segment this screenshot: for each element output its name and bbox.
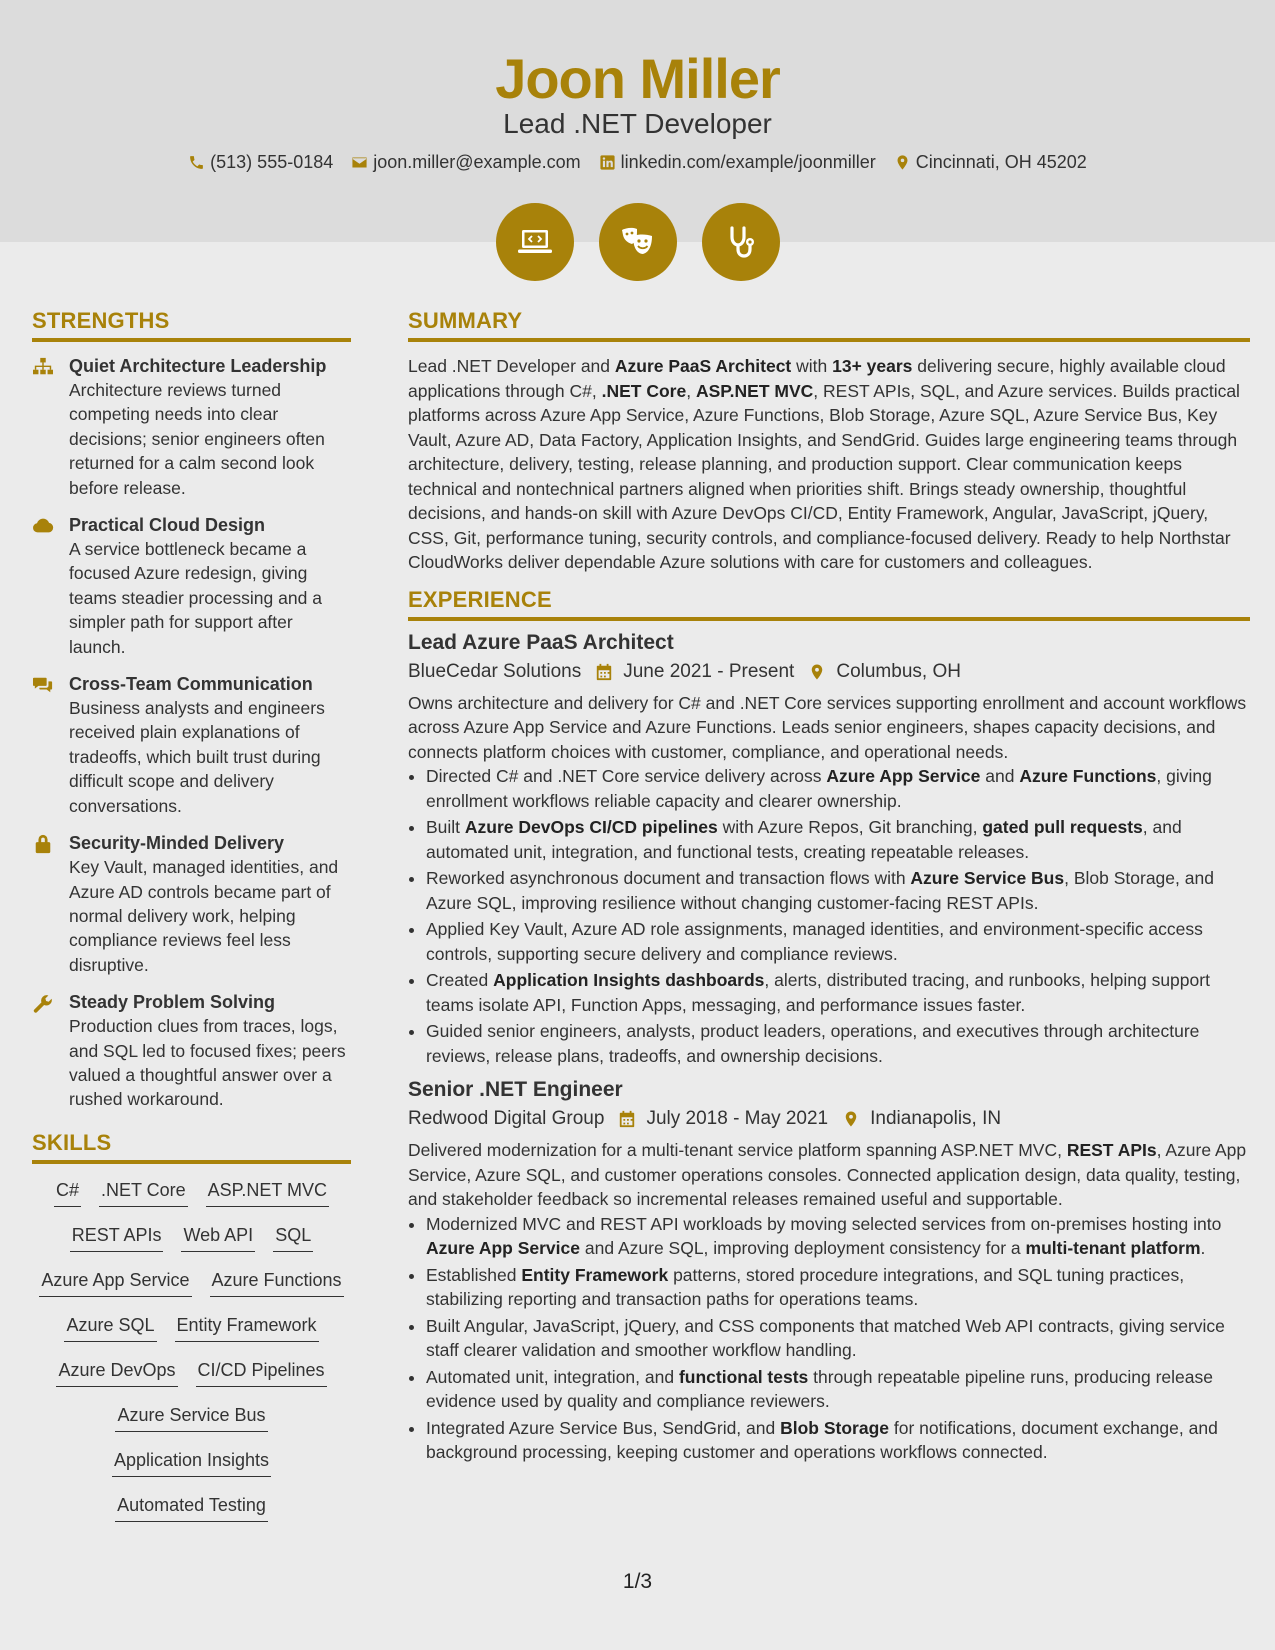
experience-list (408, 631, 1250, 1465)
map-marker-icon (894, 154, 911, 171)
text-run: Delivered modernization for a multi-tenant service platform spanning ASP.NET MVC, (408, 1140, 1067, 1160)
map-marker-icon (808, 662, 826, 682)
bold-text: Azure App Service (426, 1238, 580, 1258)
job-bullet (426, 917, 1250, 966)
strength-body (69, 990, 351, 1112)
text-run: delivering secure, highly available cloud applications through C#, (408, 356, 1226, 401)
job-bullet (426, 1263, 1250, 1312)
text-run: , and automated unit, integration, and functional tests, creating repeatable releases. (426, 817, 1182, 862)
text-run: Directed C# and .NET Core service delivery across (426, 766, 827, 786)
job-dates: July 2018 - May 2021 (646, 1108, 829, 1129)
text-run: for notifications, document exchange, and background processing, keeping customer and operations workflows connected. (426, 1417, 1218, 1462)
bold-text: 13+ years (832, 356, 913, 376)
strength-item (32, 672, 351, 818)
location-text: Cincinnati, OH 45202 (915, 152, 1087, 172)
strength-title: Cross-Team Communication (69, 674, 313, 695)
text-run: , giving enrollment workflows reliable capacity and clearer ownership. (426, 766, 1212, 811)
job-bullet (426, 764, 1250, 813)
right-column (408, 308, 1250, 1475)
skill-row (32, 1223, 351, 1268)
badge-stethoscope (702, 203, 780, 281)
lock-icon (32, 834, 54, 854)
skill-row (32, 1358, 351, 1403)
strength-icon-wrap (32, 672, 56, 818)
skill-tag: Azure DevOps (56, 1358, 177, 1387)
contact-email[interactable] (351, 152, 580, 173)
job-meta (408, 661, 1250, 683)
strength-item (32, 990, 351, 1112)
contact-location (894, 152, 1087, 173)
contact-bar (0, 152, 1275, 173)
strength-item (32, 831, 351, 977)
candidate-title: Lead .NET Developer (503, 108, 772, 139)
cloud-icon (32, 516, 54, 536)
job-entry (408, 1078, 1250, 1465)
skill-tag: Automated Testing (115, 1493, 268, 1522)
text-run: and Azure SQL, improving deployment consistency for a (580, 1238, 1026, 1258)
skill-tag: Web API (181, 1223, 255, 1252)
contact-linkedin[interactable] (599, 152, 876, 173)
job-dates: June 2021 - Present (623, 660, 795, 682)
strength-item (32, 354, 351, 500)
strength-body (69, 672, 351, 818)
skill-tag: Azure App Service (39, 1268, 191, 1297)
text-run: Built Angular, JavaScript, jQuery, and CSS components that matched Web API contracts, giving service staff clearer validation and smoother workflow handling. (426, 1315, 1225, 1360)
text-run: patterns, stored procedure integrations, and SQL tuning practices, stabilizing reporting and transaction paths for operations teams. (426, 1264, 1185, 1309)
strength-text: Business analysts and engineers received plain explanations of tradeoffs, which built trust during difficult scope and delivery conversations. (69, 698, 325, 816)
skill-tag: Azure Service Bus (115, 1403, 267, 1432)
linkedin-icon (599, 154, 616, 171)
job-location: Indianapolis, IN (870, 1108, 1002, 1129)
strength-title: Steady Problem Solving (69, 992, 276, 1013)
job-bullet (426, 968, 1250, 1017)
job-bullets (408, 764, 1250, 1068)
candidate-name: Joon Miller (495, 47, 780, 110)
skill-row (32, 1268, 351, 1313)
linkedin-text[interactable]: linkedin.com/example/joonmiller (620, 152, 876, 172)
strength-icon-wrap (32, 513, 56, 659)
job-description (408, 691, 1250, 765)
text-run: with (791, 356, 833, 376)
job-company: Redwood Digital Group (408, 1108, 605, 1129)
text-run: with Azure Repos, Git branching, (717, 817, 983, 837)
experience-heading: EXPERIENCE (408, 587, 1250, 621)
strength-title: Quiet Architecture Leadership (69, 356, 327, 376)
strength-body (69, 354, 351, 500)
strengths-heading: STRENGTHS (32, 308, 351, 342)
contact-phone (188, 152, 333, 173)
text-run: , alerts, distributed tracing, and runbooks, helping support teams isolate API, Function Apps, messaging, and performance issues faster. (426, 970, 1210, 1015)
job-bullet (426, 815, 1250, 864)
text-run: Built (426, 817, 465, 837)
comments-icon (32, 675, 54, 695)
strength-body (69, 831, 351, 977)
wrench-icon (32, 993, 54, 1013)
strengths-list (32, 354, 351, 1112)
bold-text: Azure Service Bus (910, 868, 1065, 888)
phone-icon (188, 154, 205, 171)
sitemap-icon (32, 357, 54, 377)
skill-tag: CI/CD Pipelines (196, 1358, 327, 1387)
skill-tag: .NET Core (99, 1178, 188, 1207)
strength-body (69, 513, 351, 659)
phone-text: (513) 555-0184 (210, 152, 334, 172)
skill-tag: C# (54, 1178, 81, 1207)
text-run: Modernized MVC and REST API workloads by moving selected services from on-premises hosting into (426, 1213, 1222, 1234)
job-title: Senior .NET Engineer (408, 1078, 623, 1101)
job-bullet (426, 1212, 1250, 1261)
job-bullet (426, 1365, 1250, 1414)
bold-text: Application Insights dashboards (493, 970, 765, 990)
strength-text: Architecture reviews turned competing needs into clear decisions; senior engineers often returned for a calm second look before release. (69, 380, 325, 498)
skills-list (32, 1176, 351, 1538)
bold-text: .NET Core (601, 380, 687, 401)
bold-text: REST APIs (1066, 1140, 1157, 1160)
calendar-icon (618, 1109, 636, 1129)
left-column (32, 308, 351, 1538)
skill-tag: Entity Framework (175, 1313, 319, 1342)
bold-text: Azure PaaS Architect (614, 356, 792, 376)
text-run: Integrated Azure Service Bus, SendGrid, and (426, 1417, 781, 1438)
skill-row (32, 1493, 351, 1538)
badge-masks (599, 203, 677, 281)
email-text[interactable]: joon.miller@example.com (373, 152, 581, 172)
calendar-icon (595, 662, 613, 682)
summary-text (408, 354, 1250, 575)
text-run: , REST APIs, SQL, and Azure services. Builds practical platforms across Azure App Service, Azure Functions, Blob Storage, Azure SQL, Azure Service Bus, Key Vault, Azure AD, Data Factory, Application Insights, and SendGrid. Guides large engineering teams through architecture, delivery, testing, release planning, and production support. Clear communication keeps technical and nontechnical partners aligned when priorities shift. Brings steady ownership, thoughtful decisions, and hands-on skill with Azure DevOps CI/CD, Entity Framework, Angular, JavaScript, jQuery, CSS, Git, performance tuning, security controls, and compliance-focused delivery. Ready to help Northstar CloudWorks deliver dependable Azure solutions with care for customers and colleagues. (408, 380, 1240, 572)
text-run: Established (426, 1264, 522, 1285)
bold-text: Azure App Service (826, 766, 981, 786)
page-number: 1/3 (622, 1570, 653, 1593)
bold-text: Azure DevOps CI/CD pipelines (464, 817, 718, 837)
text-run: , Blob Storage, and Azure SQL, improving resilience without changing customer-facing REST APIs. (426, 868, 1214, 913)
bold-text: functional tests (678, 1366, 809, 1387)
job-meta (408, 1108, 1250, 1130)
strength-icon-wrap (32, 831, 56, 977)
text-run: Guided senior engineers, analysts, product leaders, operations, and executives through architecture reviews, release plans, tradeoffs, and ownership decisions. (426, 1021, 1200, 1066)
stethoscope-icon (721, 222, 761, 262)
skill-row (32, 1403, 351, 1448)
skill-tag: SQL (273, 1223, 313, 1252)
skill-tag: ASP.NET MVC (206, 1178, 329, 1207)
badge-laptop (496, 203, 574, 281)
text-run: and (980, 766, 1020, 786)
job-bullet (426, 1416, 1250, 1465)
job-company: BlueCedar Solutions (408, 660, 582, 682)
text-run: Applied Key Vault, Azure AD role assignments, managed identities, and environment-specific access controls, supporting secure delivery and compliance reviews. (426, 919, 1203, 964)
skills-heading: SKILLS (32, 1130, 351, 1164)
strength-title: Practical Cloud Design (69, 515, 266, 536)
bold-text: gated pull requests (982, 817, 1143, 837)
strength-title: Security-Minded Delivery (69, 833, 285, 854)
job-location: Columbus, OH (836, 660, 961, 682)
bold-text: ASP.NET MVC (695, 380, 814, 401)
bold-text: Azure Functions (1019, 766, 1157, 786)
job-description (408, 1138, 1250, 1212)
job-title: Lead Azure PaaS Architect (408, 630, 674, 654)
laptop-code-icon (515, 222, 555, 262)
skill-row (32, 1448, 351, 1493)
text-run: . (1200, 1238, 1206, 1258)
text-run: , (686, 380, 696, 401)
strength-icon-wrap (32, 990, 56, 1112)
job-entry (408, 631, 1250, 1069)
strength-item (32, 513, 351, 659)
job-bullets (408, 1212, 1250, 1465)
text-run: Automated unit, integration, and (426, 1366, 679, 1387)
text-run: , Azure App Service, Azure SQL, and customer operations consoles. Connected application design, data quality, testing, and stakeholder feedback so incremental releases remained useful and supportable. (408, 1140, 1247, 1209)
summary-heading: SUMMARY (408, 308, 1250, 342)
skill-row (32, 1178, 351, 1223)
theater-masks-icon (618, 222, 658, 262)
skill-tag: Azure SQL (64, 1313, 156, 1342)
strength-text: A service bottleneck became a focused Azure redesign, giving teams steadier processing and a simpler path for support after launch. (69, 539, 322, 657)
map-marker-icon (842, 1109, 860, 1129)
job-bullet (426, 1314, 1250, 1363)
text-run: Lead .NET Developer and (408, 356, 615, 376)
strength-icon-wrap (32, 354, 56, 500)
skill-row (32, 1313, 351, 1358)
text-run: Created (426, 970, 494, 990)
strength-text: Key Vault, managed identities, and Azure AD controls became part of normal delivery work, helping compliance reviews feel less disruptive. (69, 857, 339, 975)
interest-badges (0, 203, 1275, 281)
text-run: Owns architecture and delivery for C# and .NET Core services supporting enrollment and account workflows across Azure App Service and Azure Functions. Leads senior engineers, shapes capacity decisions, and connects platform choices with customer, compliance, and operational needs. (408, 692, 1247, 762)
strength-text: Production clues from traces, logs, and SQL led to focused fixes; peers valued a thoughtful answer over a rushed workaround. (69, 1016, 346, 1110)
text-run: Reworked asynchronous document and transaction flows with (426, 868, 911, 888)
skill-tag: Azure Functions (210, 1268, 344, 1297)
job-bullet (426, 1019, 1250, 1068)
bold-text: Blob Storage (780, 1417, 889, 1438)
job-bullet (426, 866, 1250, 915)
bold-text: Entity Framework (521, 1264, 669, 1285)
skill-tag: REST APIs (70, 1223, 164, 1252)
envelope-icon (351, 154, 368, 171)
bold-text: multi-tenant platform (1025, 1238, 1201, 1258)
skill-tag: Application Insights (112, 1448, 271, 1477)
text-run: through repeatable pipeline runs, producing release evidence used by quality and compliance reviewers. (426, 1366, 1214, 1411)
